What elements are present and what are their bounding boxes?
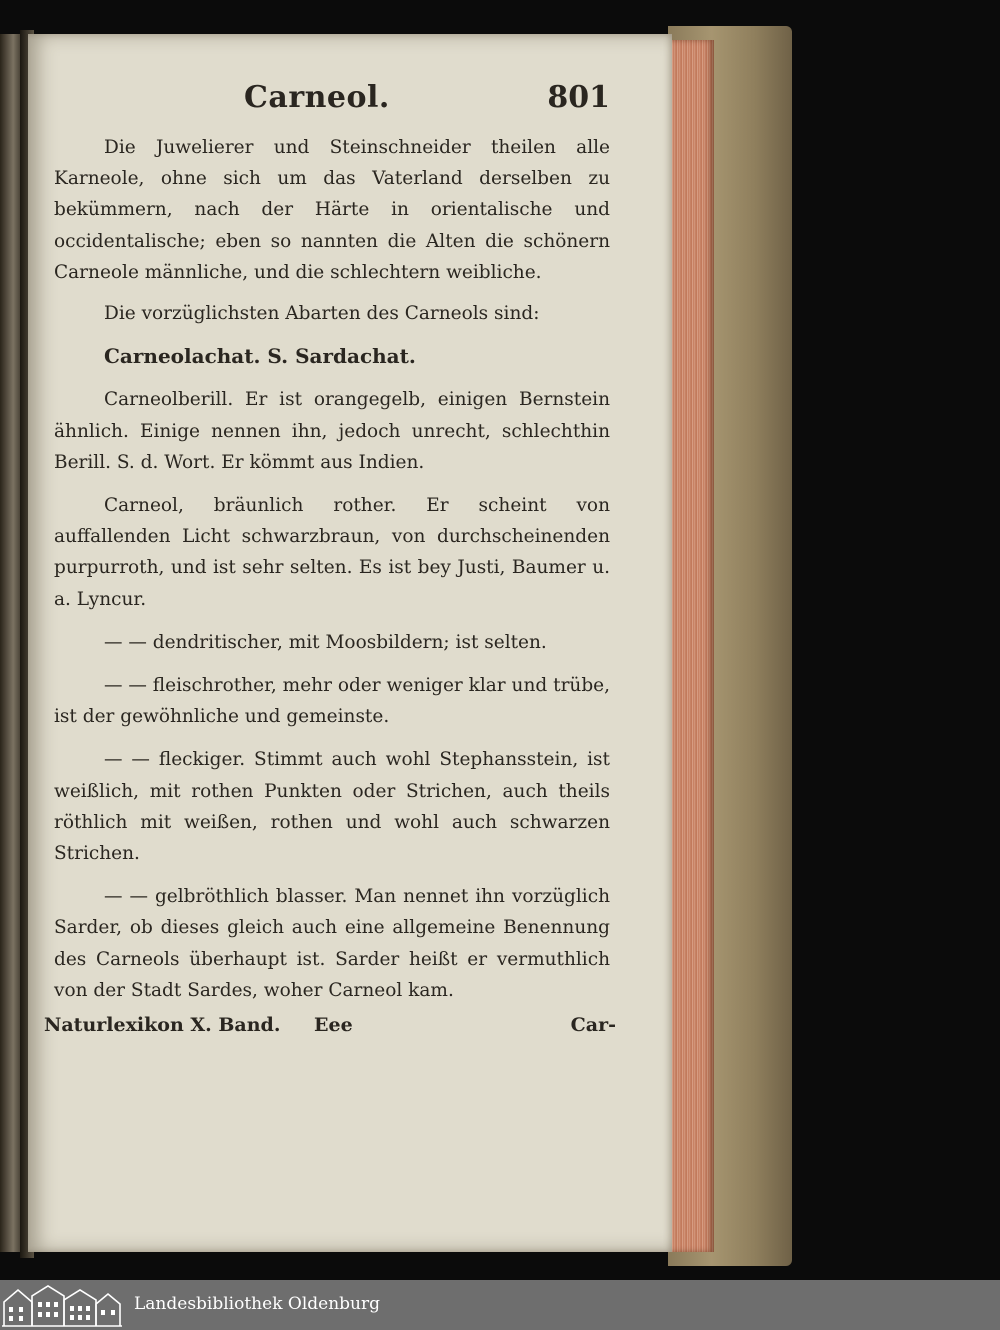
- entry-carneolberill-text: Carneolberill. Er ist orangegelb, einigen Bernstein ähnlich. Einige nennen ihn, jedoch unrecht, schlechthin Berill. S. d. Wort. Er kömmt aus Indien.: [54, 389, 610, 473]
- entry-dendritisch: [54, 627, 610, 658]
- catchword: Car-: [570, 1014, 616, 1037]
- book-page: [28, 34, 672, 1252]
- library-name: Landesbibliothek Oldenburg: [134, 1294, 381, 1314]
- entry-fleischrother: [54, 670, 610, 732]
- varieties-intro: [54, 298, 610, 329]
- entry-braeunlich: [54, 490, 610, 615]
- entry-carneolachat: [54, 341, 610, 372]
- library-building-icon: [0, 1280, 126, 1330]
- gathering-signature: Eee: [314, 1014, 353, 1037]
- page-text-block: [44, 80, 616, 1054]
- entry-carneolberill: [54, 384, 610, 478]
- left-page-edge: [0, 34, 22, 1252]
- library-footer-bar: [0, 1280, 1000, 1330]
- entry-gelbroethlich: [54, 881, 610, 1006]
- page-footer: [44, 1014, 616, 1054]
- intro-paragraph: [54, 132, 610, 288]
- entry-braeunlich-text: Carneol, bräunlich rother. Er scheint von auffallenden Licht schwarzbraun, von durchscheinenden purpurroth, und ist sehr selten. Es ist bey Justi, Baumer u. a. Lyncur.: [54, 495, 610, 610]
- varieties-intro-text: Die vorzüglichsten Abarten des Carneols sind:: [104, 303, 540, 325]
- entry-carneolachat-text: Carneolachat. S. Sardachat.: [104, 344, 416, 369]
- entry-fleckiger: [54, 744, 610, 869]
- entry-dendritisch-text: — — dendritischer, mit Moosbildern; ist selten.: [104, 631, 547, 653]
- page-edges: [668, 40, 714, 1252]
- entry-gelbroethlich-text: — — gelbröthlich blasser. Man nennet ihn vorzüglich Sarder, ob dieses gleich auch eine allgemeine Benennung des Carneols überhaupt ist. Sarder heißt er vermuthlich von der Stadt Sardes, woher Carneol kam.: [54, 886, 610, 1001]
- entry-fleckiger-text: — — fleckiger. Stimmt auch wohl Stephansstein, ist weißlich, mit rothen Punkten oder Strichen, auch theils röthlich mit weißen, rothen und wohl auch schwarzen Strichen.: [54, 749, 610, 865]
- running-title: Carneol.: [244, 80, 390, 115]
- volume-signature: Naturlexikon X. Band.: [44, 1014, 281, 1037]
- page-number: 801: [547, 80, 610, 115]
- entry-fleischrother-text: — — fleischrother, mehr oder weniger klar und trübe, ist der gewöhnliche und gemeinste.: [54, 675, 610, 728]
- intro-paragraph-text: Die Juwelierer und Steinschneider theilen alle Karneole, ohne sich um das Vaterland derselben zu bekümmern, nach der Härte in orientalische und occidentalische; eben so nannten die Alten die schönern Carneole männliche, und die schlechtern weibliche.: [54, 137, 610, 283]
- running-head: [54, 80, 610, 132]
